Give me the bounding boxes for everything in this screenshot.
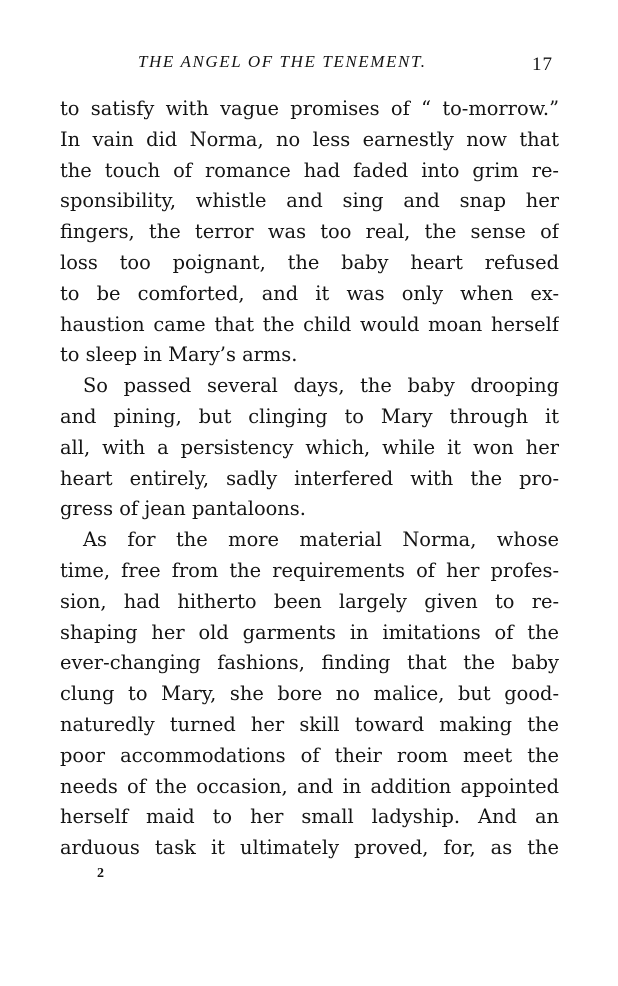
text-line: to satisfy with vague promises of “ to-morrow.” bbox=[60, 97, 559, 120]
text-line: poor accommodations of their room meet the bbox=[60, 743, 559, 767]
running-title: THE ANGEL OF THE TENEMENT. bbox=[138, 52, 427, 71]
text-line: ever-changing fashions, finding that the baby bbox=[60, 651, 559, 675]
text-line: time, free from the requirements of her profes- bbox=[60, 558, 559, 582]
text-line: loss too poignant, the baby heart refused bbox=[60, 250, 559, 274]
text-line: to sleep in Mary’s arms. bbox=[60, 343, 298, 367]
text-line: In vain did Norma, no less earnestly now that bbox=[60, 127, 559, 151]
text-line: all, with a persistency which, while it won her bbox=[60, 435, 559, 459]
paragraph-start-line: So passed several days, the baby drooping bbox=[83, 374, 559, 398]
text-line: haustion came that the child would moan herself bbox=[60, 312, 559, 336]
text-line: shaping her old garments in imitations of the bbox=[60, 620, 559, 644]
text-line: to be comforted, and it was only when ex- bbox=[60, 281, 559, 305]
text-line: gress of jean pantaloons. bbox=[60, 497, 306, 521]
text-line: the touch of romance had faded into grim re- bbox=[60, 158, 559, 182]
text-line: herself maid to her small ladyship. And an bbox=[60, 805, 559, 829]
signature-mark: 2 bbox=[97, 866, 104, 881]
text-line: heart entirely, sadly interfered with the pro- bbox=[60, 466, 559, 490]
text-line: clung to Mary, she bore no malice, but good- bbox=[60, 682, 559, 706]
paragraph-start-line: As for the more material Norma, whose bbox=[83, 528, 559, 552]
text-line: fingers, the terror was too real, the sense of bbox=[60, 220, 559, 244]
page-header bbox=[0, 52, 618, 78]
text-line: and pining, but clinging to Mary through it bbox=[60, 404, 559, 428]
text-line: needs of the occasion, and in addition appointed bbox=[60, 774, 559, 798]
text-line: naturedly turned her skill toward making the bbox=[60, 712, 559, 736]
page-number: 17 bbox=[532, 54, 553, 75]
text-line: sion, had hitherto been largely given to re- bbox=[60, 589, 559, 613]
body-text bbox=[60, 94, 559, 864]
text-line: sponsibility, whistle and sing and snap her bbox=[60, 189, 559, 213]
text-line: arduous task it ultimately proved, for, as the bbox=[60, 836, 559, 860]
